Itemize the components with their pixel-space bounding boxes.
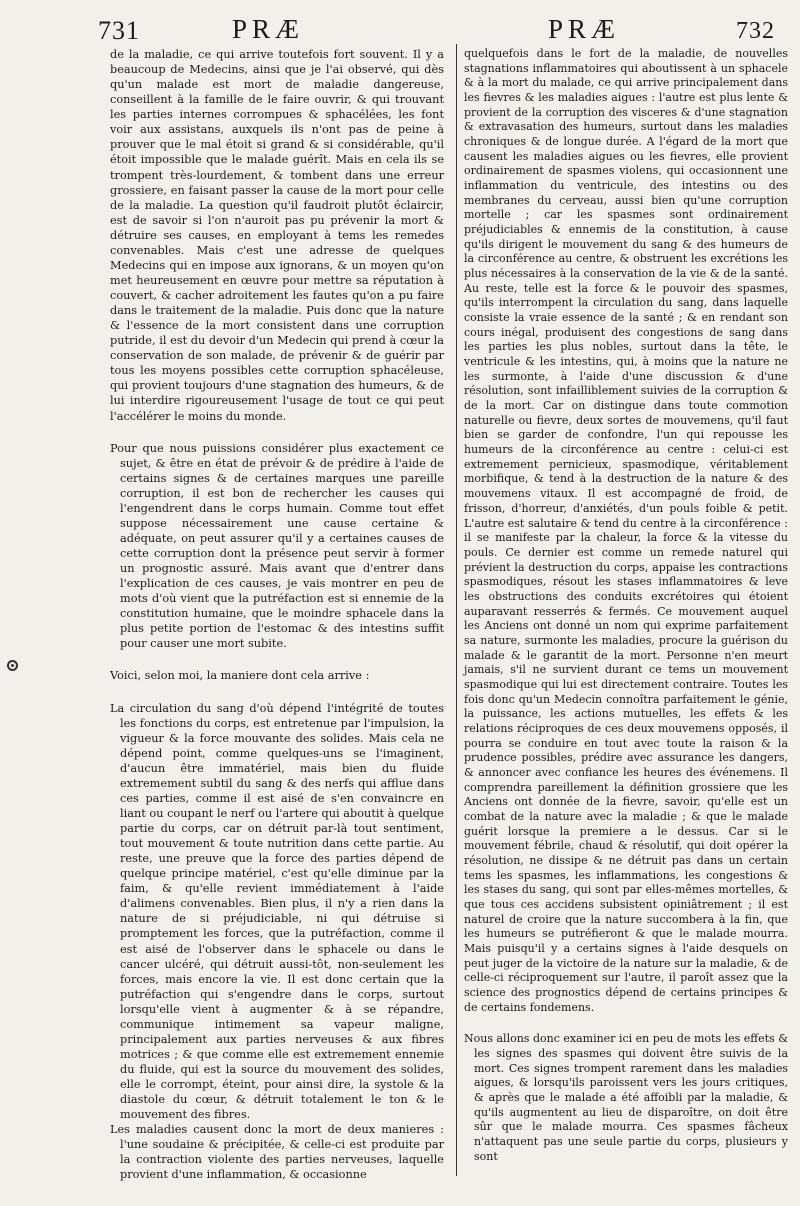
- running-head-right: PRÆ: [548, 14, 621, 44]
- paragraph: Nous allons donc examiner ici en peu de mots les effets & les signes des spasmes qui doivent être suivis de la mort. Ces signes trompent rarement dans les maladies aigues, & lorsqu'ils paroissent vers les jours critiques, & après que le malade a été affoibli par la maladie, & qu'ils augmentent au lieu de disparoître, on doit être sûr que le malade mourra. Ces spasmes fâcheux n'attaquent pas une seule partie du corps, plusieurs y sont: [464, 1032, 788, 1163]
- page-number-left: 731: [98, 16, 140, 45]
- paragraph: La circulation du sang d'où dépend l'intégrité de toutes les fonctions du corps, est entretenue par l'impulsion, la vigueur & la force mouvante des solides. Mais cela ne dépend point, comme quelques-uns se l'imaginent, d'aucun être immatériel, mais bien du fluide extremement subtil du sang & des nerfs qui afflue dans ces parties, comme il est aisé de s'en convaincre en liant ou coupant le nerf ou l'artere qui aboutit à quelque partie du corps, car on détruit par-là tout sentiment, tout mouvement & toute nutrition dans cette partie. Au reste, une preuve que la force des parties dépend de quelque principe matériel, c'est qu'elle diminue par la faim, & qu'elle revient immédiatement à l'aide d'alimens convenables. Bien plus, il n'y a rien dans la nature de si préjudiciable, ni qui détruise si promptement les forces, que la putréfaction, comme il est aisé de l'observer dans le sphacele ou dans le cancer ulcéré, qui détruit aussi-tôt, non-seulement les forces, mais encore la vie. Il est donc certain que la putréfaction qui s'engendre dans le corps, surtout lorsqu'elle vient à augmenter & à se répandre, communique intimement sa vapeur maligne, principalement aux parties nerveuses & aux fibres motrices ; & que comme elle est extremement ennemie du fluide, qui est la source du mouvement des solides, elle le corrompt, éteint, pour ainsi dire, la systole & la diastole du cœur, & détruit totalement le ton & le mouvement des fibres.: [110, 701, 444, 1122]
- paragraph: de la maladie, ce qui arrive toutefois fort souvent. Il y a beaucoup de Medecins, ainsi que je l'ai observé, qui dès qu'un malade est mort de maladie dangereuse, conseillent à la famille de le faire ouvrir, & qui trouvant les parties internes corrompues & sphacélées, les font voir aux assistans, auxquels ils n'ont pas de peine à prouver que le mal étoit si grand & si considérable, qu'il étoit impossible que le malade guérît. Mais en cela ils se trompent très-lourdement, & tombent dans une erreur grossiere, en faisant passer la cause de la mort pour celle de la maladie. La question qu'il faudroit plutôt éclaircir, est de savoir si l'on n'auroit pas pu prévenir la mort & détruire ses causes, en employant à tems les remedes convenables. Mais c'est une adresse de quelques Medecins qui en impose aux ignorans, & un moyen qu'on met heureusement en œuvre pour mettre sa réputation à couvert, & cacher adroitement les fautes qu'on a pu faire dans le traitement de la maladie. Puis donc que la nature & l'essence de la mort consistent dans une corruption putride, il est du devoir d'un Medecin qui prend à cœur la conservation de son malade, de prévenir & de guérir par tous les moyens possibles cette corruption sphacéleuse, qui provient toujours d'une stagnation des humeurs, & de lui interdire rigoureusement l'usage de tout ce qui peut l'accélérer le moins du monde.: [110, 48, 444, 423]
- left-column: [110, 47, 444, 1183]
- paragraph: quelquefois dans le fort de la maladie, de nouvelles stagnations inflammatoires qui aboutissent à un sphacele & à la mort du malade, ce qui arrive principalement dans les fievres & les maladies aigues : l'autre est plus lente & provient de la corruption des visceres & d'une stagnation & extravasation des humeurs, surtout dans les maladies chroniques & de longue durée. A l'égard de la mort que causent les maladies aigues ou les fievres, elle provient ordinairement de spasmes violens, qui occasionnent une inflammation du ventricule, des intestins ou des membranes du cerveau, aussi bien qu'une corruption mortelle ; car les spasmes sont ordinairement préjudiciables & ennemis de la constitution, à cause qu'ils dirigent le mouvement du sang & des humeurs de la circonférence au centre, & obstruent les excrétions les plus nécessaires à la conservation de la vie & de la santé. Au reste, telle est la force & le pouvoir des spasmes, qu'ils interrompent la circulation du sang, dans laquelle consiste la vraie essence de la santé ; & en rendant son cours inégal, produisent des congestions de sang dans les parties les plus nobles, surtout dans la tête, le ventricule & les intestins, qui, à moins que la nature ne les surmonte, à l'aide d'une discussion & d'une résolution, sont infailliblement suivies de la corruption & de la mort. Car on distingue dans toute commotion naturelle ou fievre, deux sortes de mouvemens, qu'il faut bien se garder de confondre, l'un qui repousse les humeurs de la circonférence au centre : celui-ci est extremement pernicieux, spasmodique, véritablement morbifique, & tend à la destruction de la nature & des mouvemens vitaux. Il est accompagné de froid, de frisson, d'horreur, d'anxiétés, d'un pouls foible & petit. L'autre est salutaire & tend du centre à la circonférence : il se manifeste par la chaleur, la force & la vitesse du pouls. Ce dernier est comme un remede naturel qui prévient la destruction du corps, appaise les contractions spasmodiques, résout les stases inflammatoires & leve les obstructions des conduits excrétoires qui étoient auparavant resserrés & fermés. Ce mouvement auquel les Anciens ont donné un nom qui exprime parfaitement sa nature, surmonte les maladies, procure la guérison du malade & le garantit de la mort. Personne n'en meurt jamais, s'il ne survient durant ce tems un mouvement spasmodique qui lui est directement contraire. Toutes les fois donc qu'un Medecin connoîtra parfaitement le génie, la puissance, les actions mutuelles, les effets & les relations réciproques de ces deux mouvemens opposés, il pourra se conduire en tout avec toute la raison & la prudence possibles, prédire avec assurance les dangers, & annoncer avec confiance les heures des événemens. Il comprendra pareillement la définition grossiere que les Anciens ont donnée de la fievre, savoir, qu'elle est un combat de la nature avec la maladie ; & que le malade guérit lorsque la premiere a le dessus. Car si le mouvement fébrile, chaud & résolutif, qui doit opérer la résolution, ne dissipe & ne détruit pas dans un certain tems les spasmes, les inflammations, les congestions & les stases du sang, qui sont par elles-mêmes mortelles, & que tous ces accidens subsistent opiniâtrement ; il est naturel de croire que la nature succombera à la fin, que les humeurs se putréfieront & que le malade mourra. Mais puisqu'il y a certains signes à l'aide desquels on peut juger de la victoire de la nature sur la maladie, & de celle-ci réciproquement sur l'autre, il paroît assez que la science des prognostics dépend de certains principes & de certains fondemens.: [464, 47, 788, 1014]
- paragraph: Voici, selon moi, la maniere dont cela arrive :: [110, 669, 370, 683]
- page-number-right: 732: [736, 18, 775, 44]
- running-head-left: PRÆ: [232, 14, 305, 44]
- column-divider: [456, 44, 457, 1176]
- right-column: [464, 47, 788, 1164]
- binding-hole-mark: [7, 660, 18, 671]
- paragraph: Les maladies causent donc la mort de deux manieres : l'une soudaine & précipitée, & celle-ci est produite par la contraction violente des parties nerveuses, laquelle provient d'une inflammation, & occasionne: [110, 1123, 444, 1182]
- paragraph: Pour que nous puissions considérer plus exactement ce sujet, & être en état de prévoir & de prédire à l'aide de certains signes & de certaines marques une pareille corruption, il est bon de rechercher les causes qui l'engendrent dans le corps humain. Comme tout effet suppose nécessairement une cause certaine & adéquate, on peut assurer qu'il y a certaines causes de cette corruption dont la présence peut servir à former un prognostic assuré. Mais avant que d'entrer dans l'explication de ces causes, je vais montrer en peu de mots d'où vient que la putréfaction est si ennemie de la constitution humaine, que le moindre sphacele dans la plus petite portion de l'estomac & des intestins suffit pour causer une mort subite.: [110, 441, 444, 651]
